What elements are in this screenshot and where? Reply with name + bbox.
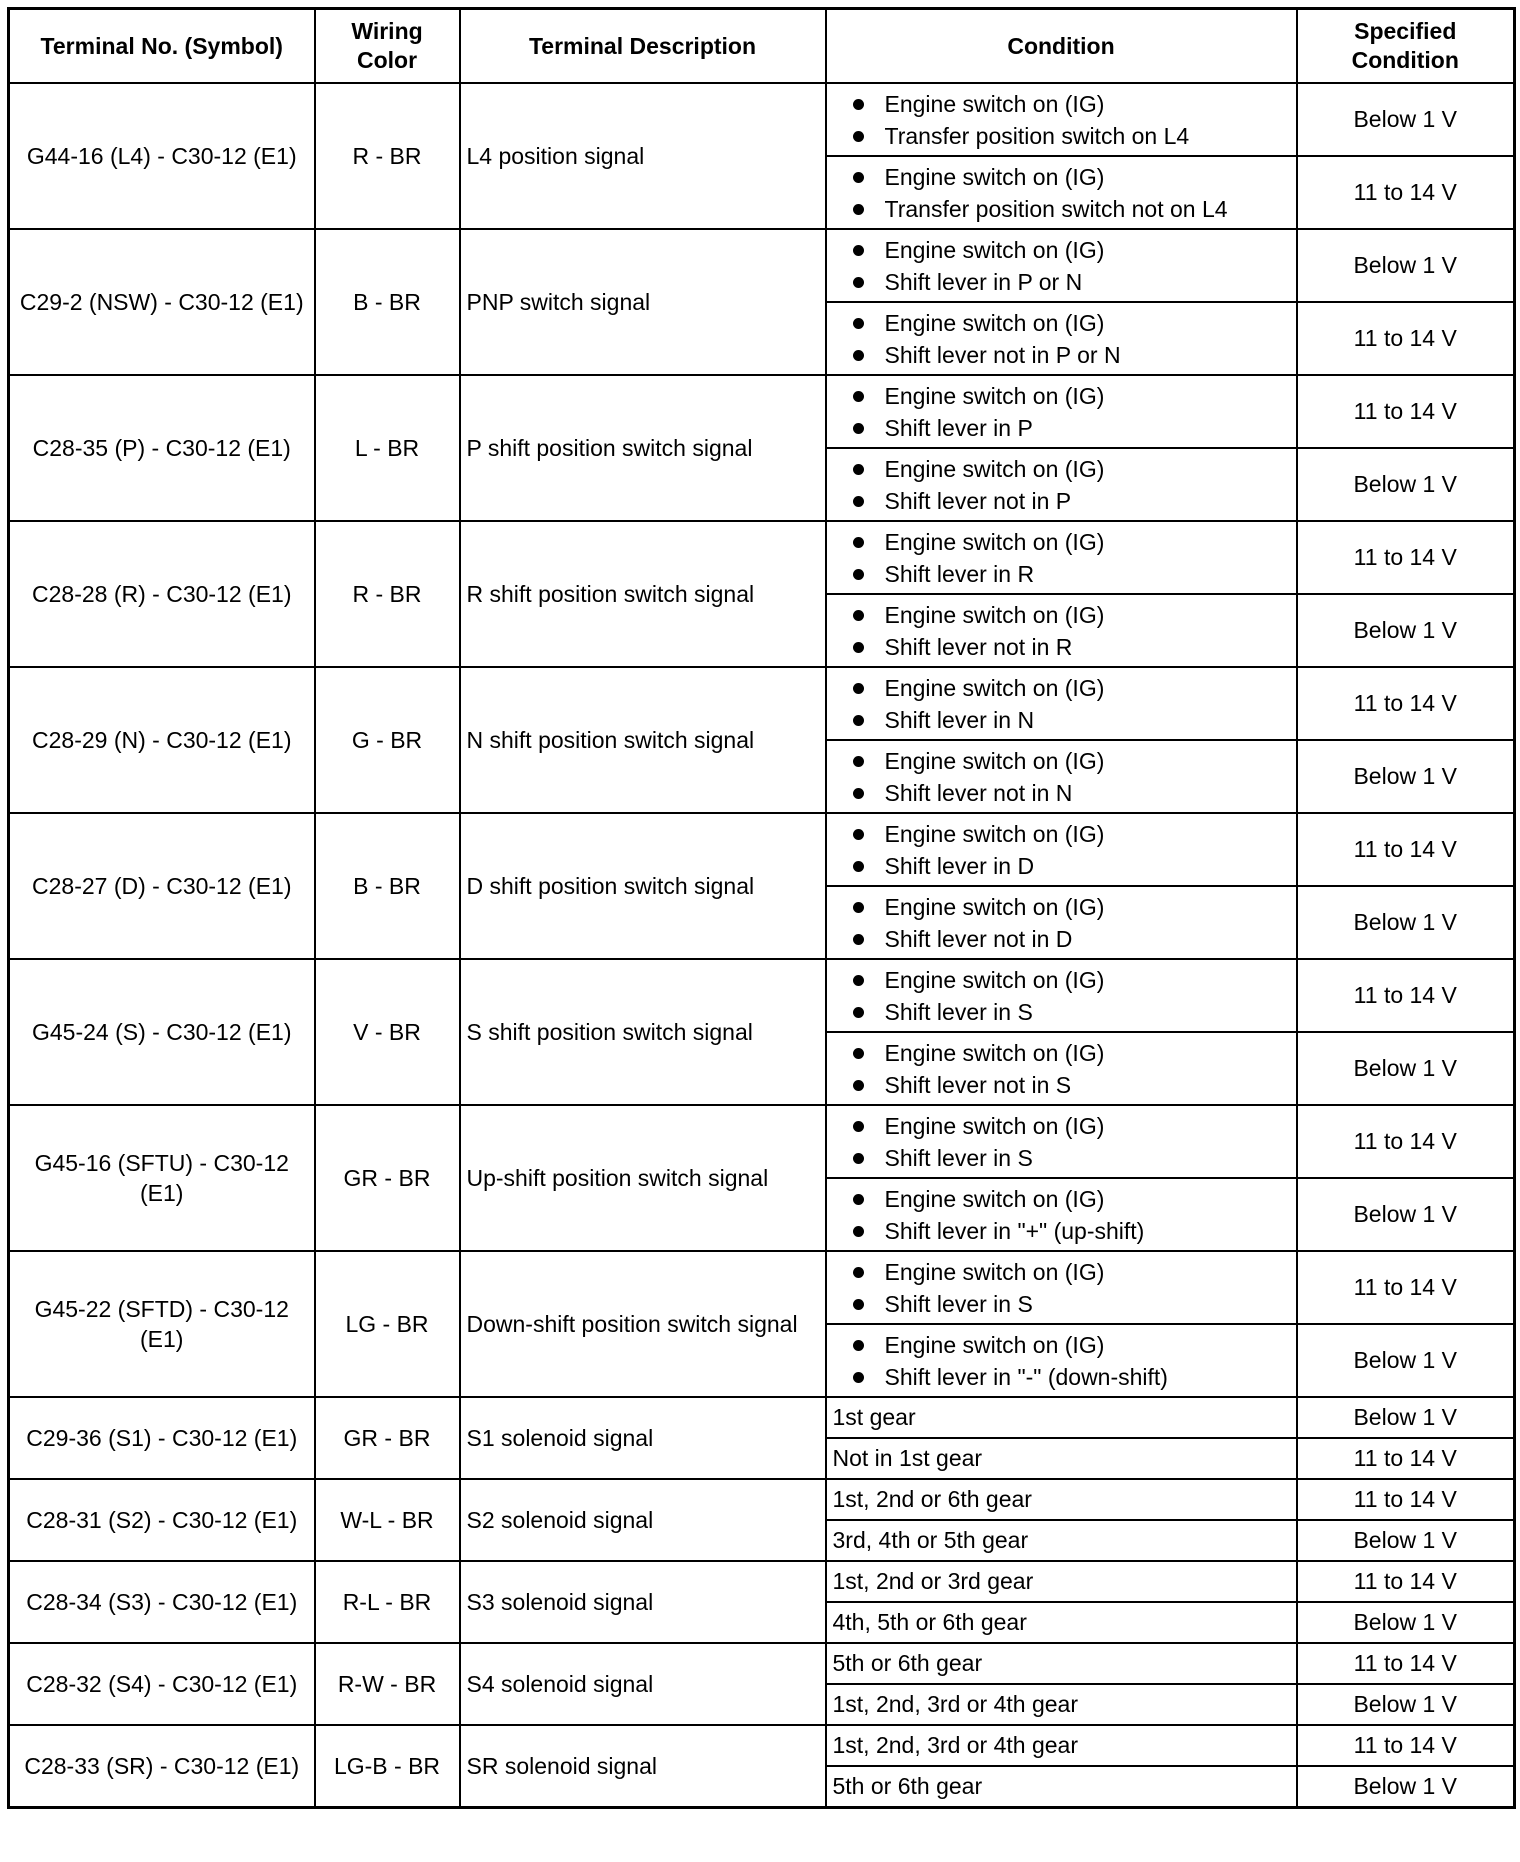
condition-cell bbox=[826, 959, 1297, 1032]
terminal-cell: C28-35 (P) - C30-12 (E1) bbox=[9, 375, 315, 521]
specified-condition-cell: 11 to 14 V bbox=[1297, 1251, 1515, 1324]
description-cell: S4 solenoid signal bbox=[460, 1643, 826, 1725]
specified-condition-cell: 11 to 14 V bbox=[1297, 1105, 1515, 1178]
condition-item: Shift lever not in D bbox=[853, 923, 1290, 955]
condition-item: Engine switch on (IG) bbox=[853, 818, 1290, 850]
condition-item: Shift lever in S bbox=[853, 1288, 1290, 1320]
specified-condition-cell: Below 1 V bbox=[1297, 229, 1515, 302]
header-specified-condition: Specified Condition bbox=[1297, 9, 1515, 84]
table-row bbox=[9, 1251, 1515, 1324]
description-cell: S1 solenoid signal bbox=[460, 1397, 826, 1479]
header-terminal-description: Terminal Description bbox=[460, 9, 826, 84]
specified-condition-cell: 11 to 14 V bbox=[1297, 1561, 1515, 1602]
condition-list bbox=[853, 161, 1290, 225]
wiring-color-cell: R - BR bbox=[315, 521, 460, 667]
condition-cell bbox=[826, 375, 1297, 448]
specified-condition-cell: Below 1 V bbox=[1297, 740, 1515, 813]
condition-cell bbox=[826, 1105, 1297, 1178]
condition-cell bbox=[826, 156, 1297, 229]
condition-item: Shift lever in P or N bbox=[853, 266, 1290, 298]
specified-condition-cell: Below 1 V bbox=[1297, 448, 1515, 521]
terminal-cell: C29-2 (NSW) - C30-12 (E1) bbox=[9, 229, 315, 375]
condition-item: Shift lever in N bbox=[853, 704, 1290, 736]
condition-item: Engine switch on (IG) bbox=[853, 526, 1290, 558]
condition-cell bbox=[826, 740, 1297, 813]
condition-list bbox=[853, 526, 1290, 590]
condition-cell: Not in 1st gear bbox=[826, 1438, 1297, 1479]
condition-item: Engine switch on (IG) bbox=[853, 1329, 1290, 1361]
terminal-cell: G45-24 (S) - C30-12 (E1) bbox=[9, 959, 315, 1105]
specified-condition-cell: Below 1 V bbox=[1297, 1766, 1515, 1808]
specified-condition-cell: 11 to 14 V bbox=[1297, 521, 1515, 594]
terminal-spec-table bbox=[7, 7, 1516, 1809]
table-row bbox=[9, 375, 1515, 448]
condition-item: Shift lever not in R bbox=[853, 631, 1290, 663]
condition-item: Engine switch on (IG) bbox=[853, 88, 1290, 120]
condition-cell: 1st, 2nd or 3rd gear bbox=[826, 1561, 1297, 1602]
condition-list bbox=[853, 1183, 1290, 1247]
wiring-color-cell: B - BR bbox=[315, 813, 460, 959]
condition-item: Engine switch on (IG) bbox=[853, 1256, 1290, 1288]
condition-cell bbox=[826, 521, 1297, 594]
condition-list bbox=[853, 88, 1290, 152]
specified-condition-cell: 11 to 14 V bbox=[1297, 302, 1515, 375]
terminal-cell: C29-36 (S1) - C30-12 (E1) bbox=[9, 1397, 315, 1479]
condition-list bbox=[853, 1037, 1290, 1101]
wiring-color-cell: G - BR bbox=[315, 667, 460, 813]
condition-item: Shift lever in "+" (up-shift) bbox=[853, 1215, 1290, 1247]
condition-list bbox=[853, 818, 1290, 882]
condition-list bbox=[853, 672, 1290, 736]
specified-condition-cell: 11 to 14 V bbox=[1297, 156, 1515, 229]
wiring-color-cell: R - BR bbox=[315, 83, 460, 229]
table-row bbox=[9, 1643, 1515, 1684]
description-cell: N shift position switch signal bbox=[460, 667, 826, 813]
table-row bbox=[9, 1397, 1515, 1438]
wiring-color-cell: L - BR bbox=[315, 375, 460, 521]
wiring-color-cell: GR - BR bbox=[315, 1397, 460, 1479]
condition-cell: 1st gear bbox=[826, 1397, 1297, 1438]
specified-condition-cell: Below 1 V bbox=[1297, 886, 1515, 959]
specified-condition-cell: Below 1 V bbox=[1297, 1324, 1515, 1397]
table-row bbox=[9, 959, 1515, 1032]
wiring-color-cell: B - BR bbox=[315, 229, 460, 375]
specified-condition-cell: 11 to 14 V bbox=[1297, 1643, 1515, 1684]
description-cell: R shift position switch signal bbox=[460, 521, 826, 667]
condition-item: Engine switch on (IG) bbox=[853, 234, 1290, 266]
condition-item: Engine switch on (IG) bbox=[853, 380, 1290, 412]
specified-condition-cell: 11 to 14 V bbox=[1297, 1438, 1515, 1479]
condition-item: Shift lever not in N bbox=[853, 777, 1290, 809]
table-row bbox=[9, 229, 1515, 302]
condition-cell bbox=[826, 229, 1297, 302]
header-wiring-color: Wiring Color bbox=[315, 9, 460, 84]
condition-list bbox=[853, 307, 1290, 371]
specified-condition-cell: Below 1 V bbox=[1297, 1684, 1515, 1725]
condition-cell bbox=[826, 886, 1297, 959]
header-terminal: Terminal No. (Symbol) bbox=[9, 9, 315, 84]
header-condition: Condition bbox=[826, 9, 1297, 84]
condition-cell bbox=[826, 1324, 1297, 1397]
condition-cell bbox=[826, 302, 1297, 375]
description-cell: Up-shift position switch signal bbox=[460, 1105, 826, 1251]
table-row bbox=[9, 1479, 1515, 1520]
specified-condition-cell: Below 1 V bbox=[1297, 1397, 1515, 1438]
condition-item: Shift lever not in P bbox=[853, 485, 1290, 517]
condition-cell: 1st, 2nd or 6th gear bbox=[826, 1479, 1297, 1520]
condition-item: Engine switch on (IG) bbox=[853, 1183, 1290, 1215]
condition-cell bbox=[826, 813, 1297, 886]
terminal-cell: C28-29 (N) - C30-12 (E1) bbox=[9, 667, 315, 813]
specified-condition-cell: Below 1 V bbox=[1297, 1520, 1515, 1561]
condition-item: Transfer position switch on L4 bbox=[853, 120, 1290, 152]
condition-item: Shift lever not in S bbox=[853, 1069, 1290, 1101]
condition-item: Transfer position switch not on L4 bbox=[853, 193, 1290, 225]
condition-cell: 5th or 6th gear bbox=[826, 1643, 1297, 1684]
specified-condition-cell: 11 to 14 V bbox=[1297, 1725, 1515, 1766]
specified-condition-cell: Below 1 V bbox=[1297, 1032, 1515, 1105]
condition-item: Shift lever in "-" (down-shift) bbox=[853, 1361, 1290, 1393]
condition-item: Engine switch on (IG) bbox=[853, 672, 1290, 704]
wiring-color-cell: W-L - BR bbox=[315, 1479, 460, 1561]
condition-list bbox=[853, 891, 1290, 955]
condition-cell bbox=[826, 1178, 1297, 1251]
condition-item: Engine switch on (IG) bbox=[853, 964, 1290, 996]
description-cell: S shift position switch signal bbox=[460, 959, 826, 1105]
header-row bbox=[9, 9, 1515, 84]
terminal-cell: C28-34 (S3) - C30-12 (E1) bbox=[9, 1561, 315, 1643]
condition-item: Engine switch on (IG) bbox=[853, 745, 1290, 777]
condition-list bbox=[853, 234, 1290, 298]
description-cell: PNP switch signal bbox=[460, 229, 826, 375]
condition-item: Engine switch on (IG) bbox=[853, 453, 1290, 485]
condition-item: Shift lever in D bbox=[853, 850, 1290, 882]
terminal-cell: G45-22 (SFTD) - C30-12 (E1) bbox=[9, 1251, 315, 1397]
condition-item: Shift lever in S bbox=[853, 996, 1290, 1028]
table-row bbox=[9, 83, 1515, 156]
specified-condition-cell: Below 1 V bbox=[1297, 1178, 1515, 1251]
description-cell: Down-shift position switch signal bbox=[460, 1251, 826, 1397]
terminal-cell: G44-16 (L4) - C30-12 (E1) bbox=[9, 83, 315, 229]
condition-item: Engine switch on (IG) bbox=[853, 599, 1290, 631]
description-cell: L4 position signal bbox=[460, 83, 826, 229]
condition-list bbox=[853, 453, 1290, 517]
terminal-cell: C28-27 (D) - C30-12 (E1) bbox=[9, 813, 315, 959]
wiring-color-cell: R-L - BR bbox=[315, 1561, 460, 1643]
condition-cell: 1st, 2nd, 3rd or 4th gear bbox=[826, 1725, 1297, 1766]
condition-cell bbox=[826, 83, 1297, 156]
condition-cell bbox=[826, 448, 1297, 521]
specified-condition-cell: 11 to 14 V bbox=[1297, 375, 1515, 448]
condition-list bbox=[853, 380, 1290, 444]
wiring-color-cell: GR - BR bbox=[315, 1105, 460, 1251]
wiring-color-cell: LG - BR bbox=[315, 1251, 460, 1397]
description-cell: SR solenoid signal bbox=[460, 1725, 826, 1808]
specified-condition-cell: 11 to 14 V bbox=[1297, 813, 1515, 886]
description-cell: S2 solenoid signal bbox=[460, 1479, 826, 1561]
description-cell: D shift position switch signal bbox=[460, 813, 826, 959]
specified-condition-cell: 11 to 14 V bbox=[1297, 667, 1515, 740]
table-body bbox=[9, 83, 1515, 1808]
condition-cell bbox=[826, 1032, 1297, 1105]
condition-cell bbox=[826, 594, 1297, 667]
condition-item: Engine switch on (IG) bbox=[853, 307, 1290, 339]
condition-item: Shift lever in P bbox=[853, 412, 1290, 444]
condition-item: Engine switch on (IG) bbox=[853, 161, 1290, 193]
condition-cell: 3rd, 4th or 5th gear bbox=[826, 1520, 1297, 1561]
table-row bbox=[9, 813, 1515, 886]
terminal-cell: G45-16 (SFTU) - C30-12 (E1) bbox=[9, 1105, 315, 1251]
condition-item: Shift lever in R bbox=[853, 558, 1290, 590]
terminal-cell: C28-28 (R) - C30-12 (E1) bbox=[9, 521, 315, 667]
condition-cell: 4th, 5th or 6th gear bbox=[826, 1602, 1297, 1643]
condition-item: Engine switch on (IG) bbox=[853, 1037, 1290, 1069]
description-cell: P shift position switch signal bbox=[460, 375, 826, 521]
wiring-color-cell: LG-B - BR bbox=[315, 1725, 460, 1808]
condition-cell: 1st, 2nd, 3rd or 4th gear bbox=[826, 1684, 1297, 1725]
condition-list bbox=[853, 964, 1290, 1028]
specified-condition-cell: Below 1 V bbox=[1297, 1602, 1515, 1643]
condition-item: Engine switch on (IG) bbox=[853, 1110, 1290, 1142]
condition-cell: 5th or 6th gear bbox=[826, 1766, 1297, 1808]
table-row bbox=[9, 1561, 1515, 1602]
condition-item: Engine switch on (IG) bbox=[853, 891, 1290, 923]
wiring-color-cell: V - BR bbox=[315, 959, 460, 1105]
terminal-cell: C28-32 (S4) - C30-12 (E1) bbox=[9, 1643, 315, 1725]
table-row bbox=[9, 521, 1515, 594]
condition-list bbox=[853, 745, 1290, 809]
condition-list bbox=[853, 1256, 1290, 1320]
terminal-cell: C28-31 (S2) - C30-12 (E1) bbox=[9, 1479, 315, 1561]
table-row bbox=[9, 1105, 1515, 1178]
specified-condition-cell: 11 to 14 V bbox=[1297, 1479, 1515, 1520]
specified-condition-cell: Below 1 V bbox=[1297, 594, 1515, 667]
table-row bbox=[9, 1725, 1515, 1766]
condition-cell bbox=[826, 667, 1297, 740]
wiring-color-cell: R-W - BR bbox=[315, 1643, 460, 1725]
condition-item: Shift lever not in P or N bbox=[853, 339, 1290, 371]
description-cell: S3 solenoid signal bbox=[460, 1561, 826, 1643]
table-row bbox=[9, 667, 1515, 740]
condition-cell bbox=[826, 1251, 1297, 1324]
condition-list bbox=[853, 1110, 1290, 1174]
specified-condition-cell: 11 to 14 V bbox=[1297, 959, 1515, 1032]
specified-condition-cell: Below 1 V bbox=[1297, 83, 1515, 156]
condition-item: Shift lever in S bbox=[853, 1142, 1290, 1174]
condition-list bbox=[853, 599, 1290, 663]
terminal-cell: C28-33 (SR) - C30-12 (E1) bbox=[9, 1725, 315, 1808]
condition-list bbox=[853, 1329, 1290, 1393]
